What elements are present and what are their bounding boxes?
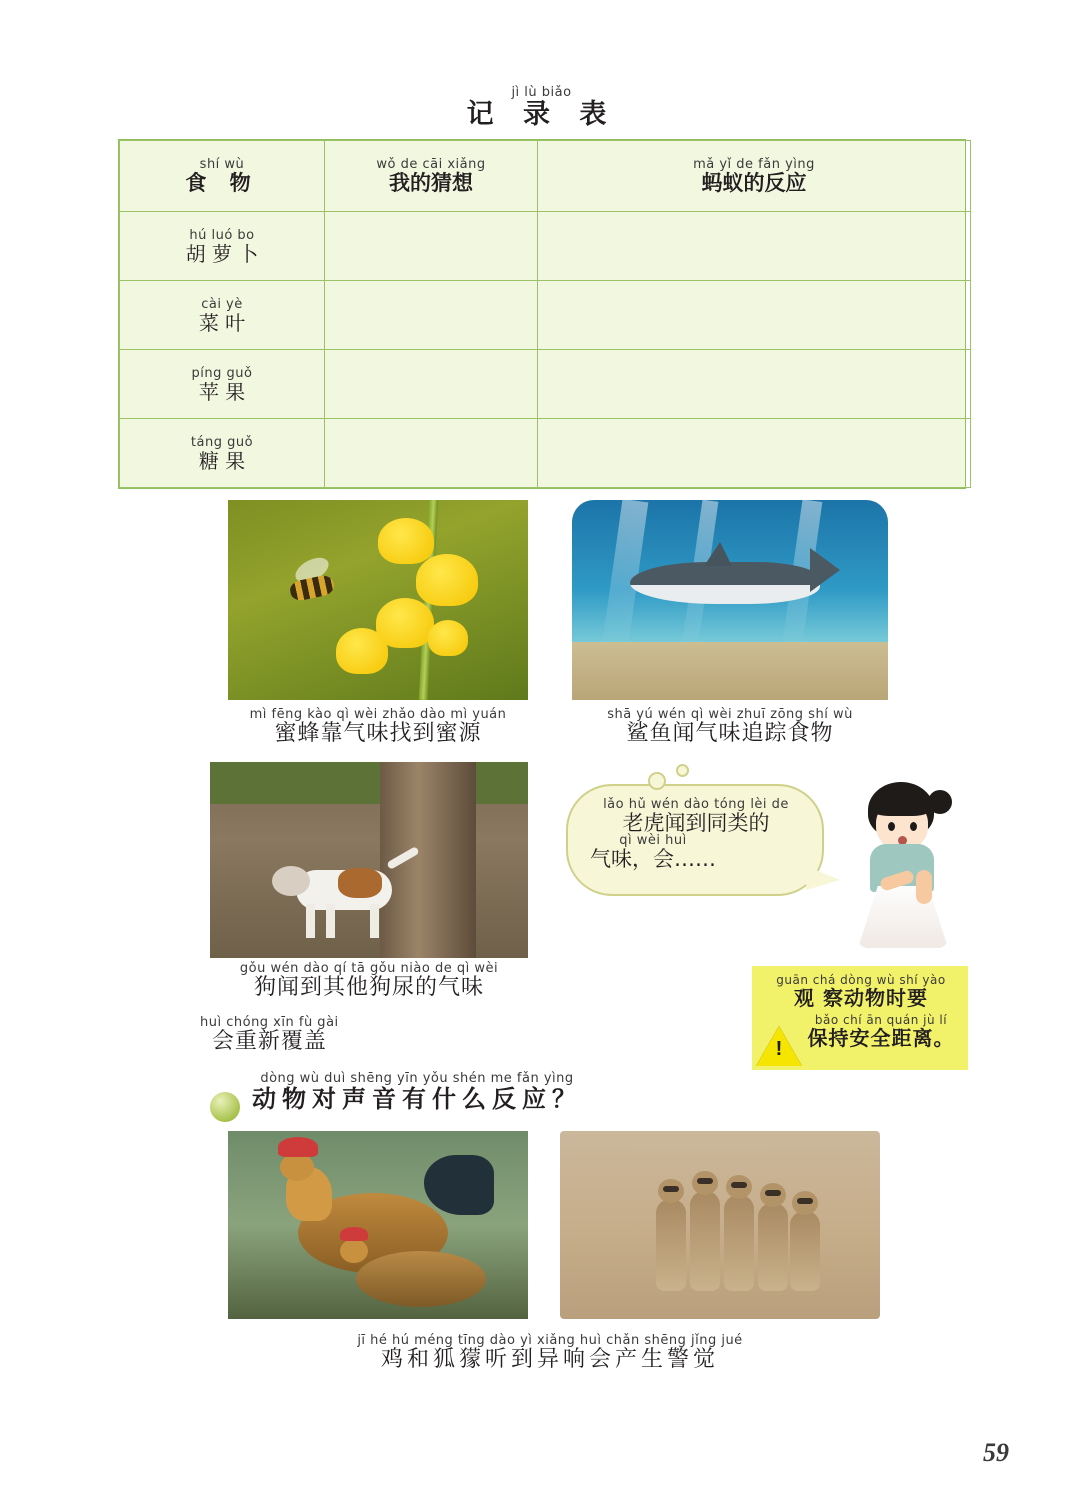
cell-guess-carrot[interactable] [325,212,538,281]
shark-tail [810,548,840,592]
table-header-row [120,141,971,212]
table-row [120,281,971,350]
row-candy-pinyin: táng guǒ [190,434,254,450]
row-apple-hanzi: 苹 果 [198,379,246,404]
speech-bubble-dot [676,764,689,777]
cell-reaction-candy[interactable] [538,419,971,488]
caption-dog-line2-pinyin: huì chóng xīn fù gài [200,1015,339,1030]
table-row [120,212,971,281]
rooster-tail [424,1155,494,1215]
bubble-line-2 [586,834,806,870]
caption-dog-line2 [190,1016,450,1053]
header-food-hanzi: 食 物 [185,171,259,195]
illustration-girl [842,778,968,950]
dog-leg [306,904,315,938]
question-hanzi: 动物对声音有什么反应？ [252,1085,582,1113]
warning-triangle-icon [756,1026,802,1066]
photo-shark-underwater [572,500,888,700]
row-carrot-hanzi: 胡 萝 卜 [185,241,259,266]
shark-body [630,562,820,604]
page-title [0,86,1083,128]
girl-skirt [858,886,948,948]
header-guess-hanzi: 我的猜想 [388,171,473,195]
caption-shark [560,708,900,745]
row-label-vegetable-leaf [120,281,325,350]
table-header-reaction [538,141,971,212]
warning-line2-hanzi: 保持安全距离。 [807,1026,955,1050]
table-header-food [120,141,325,212]
rooster-comb [278,1137,318,1157]
cell-reaction-apple[interactable] [538,350,971,419]
meerkat-head [726,1175,752,1199]
row-label-candy [120,419,325,488]
bubble-line2-hanzi: 气味，会…… [590,847,716,871]
girl-eye [910,822,917,831]
dog-head [272,866,310,896]
hen-body [356,1251,486,1307]
caption-shark-pinyin: shā yú wén qì wèi zhuī zōng shí wù [607,707,853,722]
meerkat [758,1203,788,1291]
photo-rooster-and-hen [228,1131,528,1319]
section-question [252,1072,582,1111]
flower [336,628,388,674]
hen-comb [340,1227,368,1241]
table-row [120,350,971,419]
bubble-line2-pinyin: qì wèi huì [619,833,687,848]
meerkat-head [692,1171,718,1195]
caption-bee [208,708,548,745]
bubble-line1-hanzi: 老虎闻到同类的 [622,811,770,835]
caption-dog [190,962,548,999]
meerkat [656,1199,686,1291]
meerkat-head [658,1179,684,1203]
caption-dog-hanzi: 狗闻到其他狗尿的气味 [253,975,484,1000]
speech-bubble-tail [806,866,840,890]
photo-bee-on-flowers [228,500,528,700]
header-food-pinyin: shí wù [199,157,245,172]
caption-shark-hanzi: 鲨鱼闻气味追踪食物 [626,721,834,746]
flower [428,620,468,656]
warning-line1-pinyin: guān chá dòng wù shí yào [776,973,946,987]
row-label-apple [120,350,325,419]
meerkat-head [792,1191,818,1215]
row-leaf-pinyin: cài yè [201,296,243,312]
caption-bee-pinyin: mì fēng kào qì wèi zhǎo dào mì yuán [249,707,507,722]
rooster-head [280,1153,314,1181]
flower [416,554,478,606]
warning-line1-hanzi: 观 察动物时要 [794,986,928,1010]
girl-hair-bun [928,790,952,814]
photo-meerkats-alert [560,1131,880,1319]
meerkat [690,1191,720,1291]
bubble-line1-pinyin: lǎo hǔ wén dào tóng lèi de [603,797,789,812]
warning-line-1 [764,974,958,1008]
header-reaction-hanzi: 蚂蚁的反应 [701,171,807,195]
row-candy-hanzi: 糖 果 [198,448,246,473]
girl-eye [888,822,895,831]
cell-guess-apple[interactable] [325,350,538,419]
cell-reaction-carrot[interactable] [538,212,971,281]
flower [378,518,434,564]
record-table [118,139,966,489]
question-pinyin: dòng wù duì shēng yīn yǒu shén me fǎn yìng [260,1071,574,1086]
speech-bubble-dot [648,772,666,790]
caption-chicken-meerkat-hanzi: 鸡和狐獴听到异响会产生警觉 [380,1347,719,1372]
row-label-carrot [120,212,325,281]
dog-fur-patch [338,868,382,898]
caption-dog-pinyin: gǒu wén dào qí tā gǒu niào de qì wèi [239,961,499,976]
warning-line2-pinyin: bǎo chí ān quán jù lí [814,1013,948,1027]
hen-head [340,1239,368,1263]
meerkat [790,1211,820,1291]
cell-guess-candy[interactable] [325,419,538,488]
page-number: 59 [983,1438,1009,1467]
table-row [120,419,971,488]
girl-bangs [872,796,930,816]
header-guess-pinyin: wǒ de cāi xiǎng [376,157,486,172]
cell-guess-leaf[interactable] [325,281,538,350]
row-apple-pinyin: píng guǒ [191,365,253,381]
girl-arm [916,870,932,904]
sea-floor [572,642,888,700]
grass-background [210,762,528,804]
page-title-hanzi: 记 录 表 [466,99,617,130]
meerkat [724,1195,754,1291]
caption-chicken-meerkat [180,1334,920,1371]
caption-bee-hanzi: 蜜蜂靠气味找到蜜源 [274,721,482,746]
photo-dog-marking-tree [210,762,528,958]
speech-bubble [566,784,824,896]
row-leaf-hanzi: 菜 叶 [198,310,246,335]
table-header-guess [325,141,538,212]
dog-leg [370,904,379,938]
header-reaction-pinyin: mǎ yǐ de fǎn yìng [693,157,815,172]
row-carrot-pinyin: hú luó bo [189,227,255,243]
caption-dog-line2-hanzi: 会重新覆盖 [211,1029,327,1054]
bullet-marker-icon [210,1092,240,1122]
bubble-line-1 [586,798,806,834]
dog-leg [326,904,335,938]
caption-chicken-meerkat-pinyin: jī hé hú méng tīng dào yì xiǎng huì chǎn shēng jǐng jué [357,1333,743,1348]
meerkat-head [760,1183,786,1207]
cell-reaction-leaf[interactable] [538,281,971,350]
shark-dorsal-fin [704,542,732,566]
page-title-pinyin: jì lù biǎo [511,85,572,100]
